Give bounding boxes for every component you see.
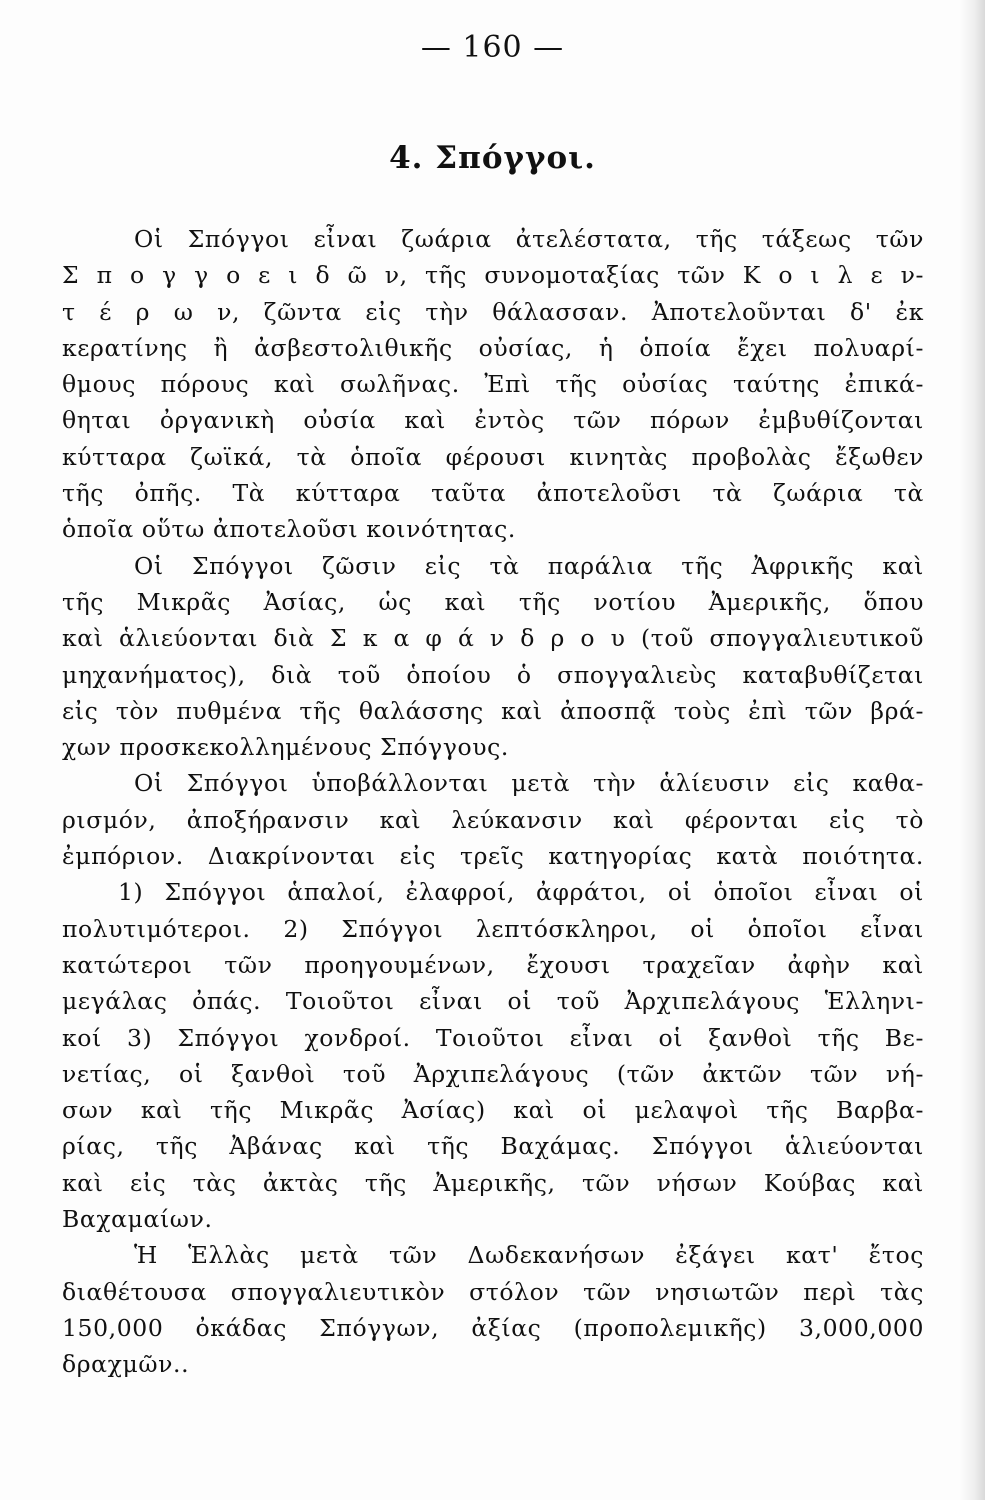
text-line: 1) Σπόγγοι ἁπαλοί, ἐλαφροί, ἀφράτοι, οἱ ὁποῖοι εἶναι οἱ bbox=[118, 878, 924, 907]
text-line: θηται ὀργανικὴ οὐσία καὶ ἐντὸς τῶν πόρων ἐμβυθίζονται bbox=[62, 406, 924, 435]
text-line: χων προσκεκολλημένους Σπόγγους. bbox=[62, 733, 509, 762]
text-line: ρίας, τῆς Ἀβάνας καὶ τῆς Βαχάμας. Σπόγγοι ἁλιεύονται bbox=[62, 1132, 924, 1161]
text-line: Οἱ Σπόγγοι ζῶσιν εἰς τὰ παράλια τῆς Ἀφρικῆς καὶ bbox=[134, 551, 924, 580]
body-text bbox=[62, 221, 924, 1383]
text-line: μεγάλας ὀπάς. Τοιοῦτοι εἶναι οἱ τοῦ Ἀρχιπελάγους Ἑλληνι- bbox=[62, 987, 924, 1016]
text-line: κύτταρα ζωϊκά, τὰ ὁποῖα φέρουσι κινητὰς προβολὰς ἔξωθεν bbox=[62, 442, 924, 471]
text-line: κοί 3) Σπόγγοι χονδροί. Τοιοῦτοι εἶναι οἱ ξανθοὶ τῆς Βε- bbox=[62, 1023, 924, 1052]
text-line: τῆς Μικρᾶς Ἀσίας, ὡς καὶ τῆς νοτίου Ἀμερικῆς, ὅπου bbox=[62, 587, 924, 616]
text-line: θμους πόρους καὶ σωλῆνας. Ἐπὶ τῆς οὐσίας ταύτης ἐπικά- bbox=[62, 370, 924, 399]
text-line: καὶ εἰς τὰς ἀκτὰς τῆς Ἀμερικῆς, τῶν νήσων Κούβας καὶ bbox=[62, 1168, 924, 1197]
text-line: νετίας, οἱ ξανθοὶ τοῦ Ἀρχιπελάγους (τῶν ἀκτῶν τῶν νή- bbox=[62, 1059, 924, 1088]
text-line: ὁποῖα οὕτω ἀποτελοῦσι κοινότητας. bbox=[62, 515, 516, 544]
text-line: μηχανήματος), διὰ τοῦ ὁποίου ὁ σπογγαλιεὺς καταβυθίζεται bbox=[62, 660, 924, 689]
text-line: σων καὶ τῆς Μικρᾶς Ἀσίας) καὶ οἱ μελαψοὶ τῆς Βαρβα- bbox=[62, 1096, 924, 1125]
text-line: 150,000 ὀκάδας Σπόγγων, ἀξίας (προπολεμικῆς) 3,000,000 bbox=[62, 1313, 924, 1342]
text-line: εἰς τὸν πυθμένα τῆς θαλάσσης καὶ ἀποσπᾷ τοὺς ἐπὶ τῶν βρά- bbox=[62, 696, 924, 725]
text-line: τ έ ρ ω ν, ζῶντα εἰς τὴν θάλασσαν. Ἀποτελοῦνται δ' ἐκ bbox=[62, 297, 924, 326]
text-line: Ἡ Ἑλλὰς μετὰ τῶν Δωδεκανήσων ἐξάγει κατ' ἔτος bbox=[134, 1241, 924, 1270]
page-edge-shadow bbox=[959, 0, 985, 1500]
text-line: ἐμπόριον. Διακρίνονται εἰς τρεῖς κατηγορίας κατὰ ποιότητα. bbox=[62, 842, 924, 871]
text-line: Σ π ο γ γ ο ε ι δ ῶ ν, τῆς συνομοταξίας τῶν Κ ο ι λ ε ν- bbox=[62, 261, 924, 290]
text-line: ρισμόν, ἀποξήρανσιν καὶ λεύκανσιν καὶ φέρονται εἰς τὸ bbox=[62, 805, 924, 834]
text-line: κερατίνης ἢ ἀσβεστολιθικῆς οὐσίας, ἡ ὁποία ἔχει πολυαρί- bbox=[62, 333, 924, 362]
text-line: καὶ ἁλιεύονται διὰ Σ κ α φ ά ν δ ρ ο υ (τοῦ σπογγαλιευτικοῦ bbox=[62, 624, 924, 653]
page-number: — 160 — bbox=[420, 30, 565, 65]
text-line: Οἱ Σπόγγοι εἶναι ζωάρια ἀτελέστατα, τῆς τάξεως τῶν bbox=[134, 225, 924, 253]
text-line: διαθέτουσα σπογγαλιευτικὸν στόλον τῶν νησιωτῶν περὶ τὰς bbox=[62, 1277, 924, 1306]
section-heading: 4. Σπόγγοι. bbox=[389, 140, 596, 176]
text-line: Οἱ Σπόγγοι ὑποβάλλονται μετὰ τὴν ἁλίευσιν εἰς καθα- bbox=[134, 769, 924, 798]
text-line: Βαχαμαίων. bbox=[62, 1205, 213, 1234]
text-line: τῆς ὀπῆς. Τὰ κύτταρα ταῦτα ἀποτελοῦσι τὰ ζωάρια τὰ bbox=[62, 479, 924, 508]
text-line: κατώτεροι τῶν προηγουμένων, ἔχουσι τραχεῖαν ἀφὴν καὶ bbox=[62, 950, 924, 979]
text-line: δραχμῶν.. bbox=[62, 1350, 190, 1379]
text-line: πολυτιμότεροι. 2) Σπόγγοι λεπτόσκληροι, οἱ ὁποῖοι εἶναι bbox=[62, 914, 924, 943]
